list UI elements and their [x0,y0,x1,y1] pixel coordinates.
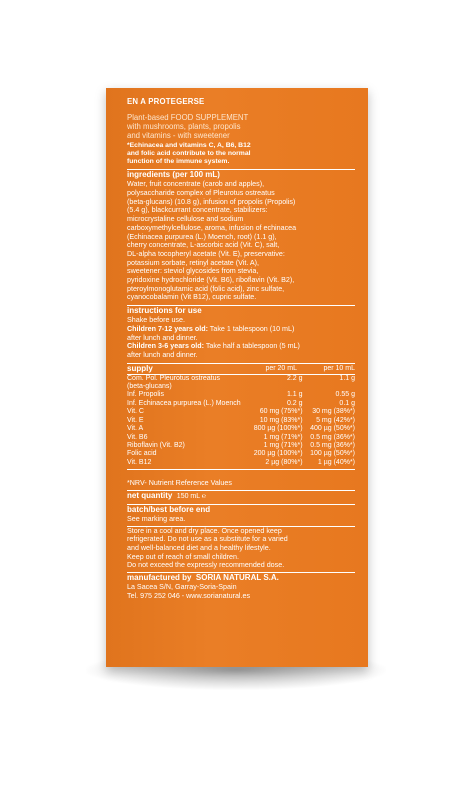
supply-nutrient: Inf. Propolis [127,391,164,399]
supply-row [127,417,355,425]
instructions-line [127,342,355,351]
ingredients-line: potassium sorbate, retinyl acetate (Vit. A), [127,258,260,267]
supply-value-20ml: 0.2 g [286,399,303,407]
supply-value-10ml: 1 µg (40%*) [317,458,355,466]
supply-row [127,450,355,458]
dose-text: Take 1 tablespoon (10 mL) [207,324,295,333]
supply-value-20ml: 1.1 g [286,391,303,399]
supply-nutrient: Vit. B6 [127,433,148,441]
supply-nutrient: Vit. C [127,408,144,416]
supply-value-10ml: 30 mg (38%*) [312,408,355,416]
supply-value-20ml: 1 mg (71%*) [263,433,303,441]
storage-line: and well-balanced diet and a healthy lifestyle. [127,543,271,552]
age-label: Children 7-12 years old: [127,324,208,333]
supply-row [127,442,355,450]
intro-line: and vitamins - with sweetener [127,130,230,140]
supply-rows [127,375,355,467]
intro-line: Plant-based FOOD SUPPLEMENT [127,112,249,122]
instructions-line: Shake before use. [127,316,185,325]
supply-heading: supply [127,363,153,373]
supply-col-header: per 10 mL [323,364,355,372]
claim-line: function of the immune system. [127,158,230,166]
ingredients-line: (5.4 g), blackcurrant concentrate, stabilizers: [127,206,268,215]
supply-value-20ml: 60 mg (75%*) [259,408,303,416]
box-label [127,98,355,600]
supply-row [127,459,355,467]
supply-value-20ml: 1 mg (71%*) [263,441,303,449]
storage-line: Store in a cool and dry place. Once opened keep [127,526,282,535]
ingredients-line: (beta-glucans) (10.8 g), infusion of propolis (Propolis) [127,197,296,206]
supply-row [127,434,355,442]
supply-table [127,363,355,470]
manufacturer-contact: Tel. 975 252 046 - www.sorianatural.es [127,591,251,600]
intro-line: with mushrooms, plants, propolis [127,121,241,131]
supply-row [127,375,355,383]
supply-value-10ml: 0.55 g [335,391,355,399]
ingredients-line: DL-alpha tocopheryl acetate (Vit. E), preservative: [127,249,285,258]
supply-value-20ml: 10 mg (83%*) [259,416,303,424]
supply-row [127,400,355,408]
age-label: Children 3-6 years old: [127,342,204,351]
supply-row [127,391,355,399]
manufacturer-address: La Sacea S/N, Garray-Soria-Spain [127,583,237,592]
storage-line: refrigerated. Do not use as a substitute for a varied [127,535,288,544]
net-quantity [127,490,355,502]
claim-line: and folic acid contribute to the normal [127,149,251,157]
instructions-line [127,325,355,334]
ingredients-line: pyridoxine hydrochloride (Vit. B6), riboflavin (Vit. B2), [127,276,295,285]
supply-nutrient: Vit. E [127,416,144,424]
batch-heading: batch/best before end [127,504,355,515]
supply-value-20ml: 800 µg (100%*) [253,425,303,433]
supply-value-20ml: 200 µg (100%*) [253,450,303,458]
ingredients-line: pteroylmonoglutamic acid (folic acid), zinc sulfate, [127,284,285,293]
ingredients-line: polysaccharide complex of Pleurotus ostreatus [127,189,275,198]
manufacturer-name: SORIA NATURAL S.A. [195,573,279,583]
ingredients-line: microcrystaline cellulose and sodium [127,215,244,224]
supply-nutrient: Vit. B12 [127,458,152,466]
supply-row [127,408,355,416]
supply-value-10ml: 5 mg (42%*) [316,416,355,424]
supply-value-20ml: 2.2 g [286,374,303,382]
ingredients-line: Water, fruit concentrate (carob and apples), [127,180,265,189]
supply-row [127,425,355,433]
instructions-text [127,316,355,360]
supply-value-20ml [250,383,307,391]
supply-value-20ml: 2 µg (80%*) [265,458,303,466]
ingredients-line: cyanocobalamin (Vit B12), cupric sulfate. [127,293,257,302]
supply-nutrient: Com. Pol. Pleurotus ostreatus [127,374,220,382]
supply-value-10ml: 100 µg (50%*) [310,450,355,458]
supply-nutrient: Folic acid [127,450,157,458]
batch-text: See marking area. [127,514,186,523]
supply-row [127,383,355,391]
brand-title: EN A PROTEGERSE [127,97,205,106]
manufacturer-label: manufactured by [127,573,192,583]
ingredients-line: cherry concentrate, L-ascorbic acid (Vit. C), salt, [127,241,280,250]
instructions-line: after lunch and dinner. [127,333,198,342]
health-claim [127,142,355,167]
net-quantity-value: 150 mL ℮ [176,492,207,500]
supply-nutrient: Vit. A [127,425,144,433]
claim-line: *Echinacea and vitamins C, A, B6, B12 [127,141,251,149]
supply-value-10ml: 1.1 g [339,374,355,382]
instructions-line: after lunch and dinner. [127,350,198,359]
supply-col-header: per 20 mL [265,364,297,372]
supply-value-10ml [307,383,355,391]
supply-value-10ml: 0.5 mg (36%*) [310,441,355,449]
nrv-note: *NRV- Nutrient Reference Values [127,479,232,488]
supply-value-10ml: 0.1 g [339,399,355,407]
supply-value-10ml: 400 µg (50%*) [310,425,355,433]
storage-line: Do not exceed the expressly recommended dose. [127,561,285,570]
ingredients-line: (Echinacea purpurea (L.) Moench, root) (1.1 g), [127,232,277,241]
manufacturer [127,572,355,583]
product-description [127,113,355,140]
supply-nutrient: (beta-glucans) [127,383,172,391]
storage-text [127,526,355,571]
supply-nutrient: Riboflavin (Vit. B2) [127,441,185,449]
ingredients-line: carboxymethylcellulose, aroma, infusion of echinacea [127,223,297,232]
ingredients-list [127,180,355,302]
ingredients-heading: ingredients (per 100 mL) [127,169,355,180]
instructions-heading: instructions for use [127,305,355,316]
net-quantity-label: net quantity [127,490,173,500]
ingredients-line: sweetener: steviol glycosides from stevia, [127,267,259,276]
storage-line: Keep out of reach of small children. [127,552,239,561]
supply-value-10ml: 0.5 mg (36%*) [310,433,355,441]
dose-text: Take half a tablespoon (5 mL) [203,342,300,351]
supply-header [127,363,355,374]
supply-nutrient: Inf. Echinacea purpurea (L.) Moench [127,399,241,407]
